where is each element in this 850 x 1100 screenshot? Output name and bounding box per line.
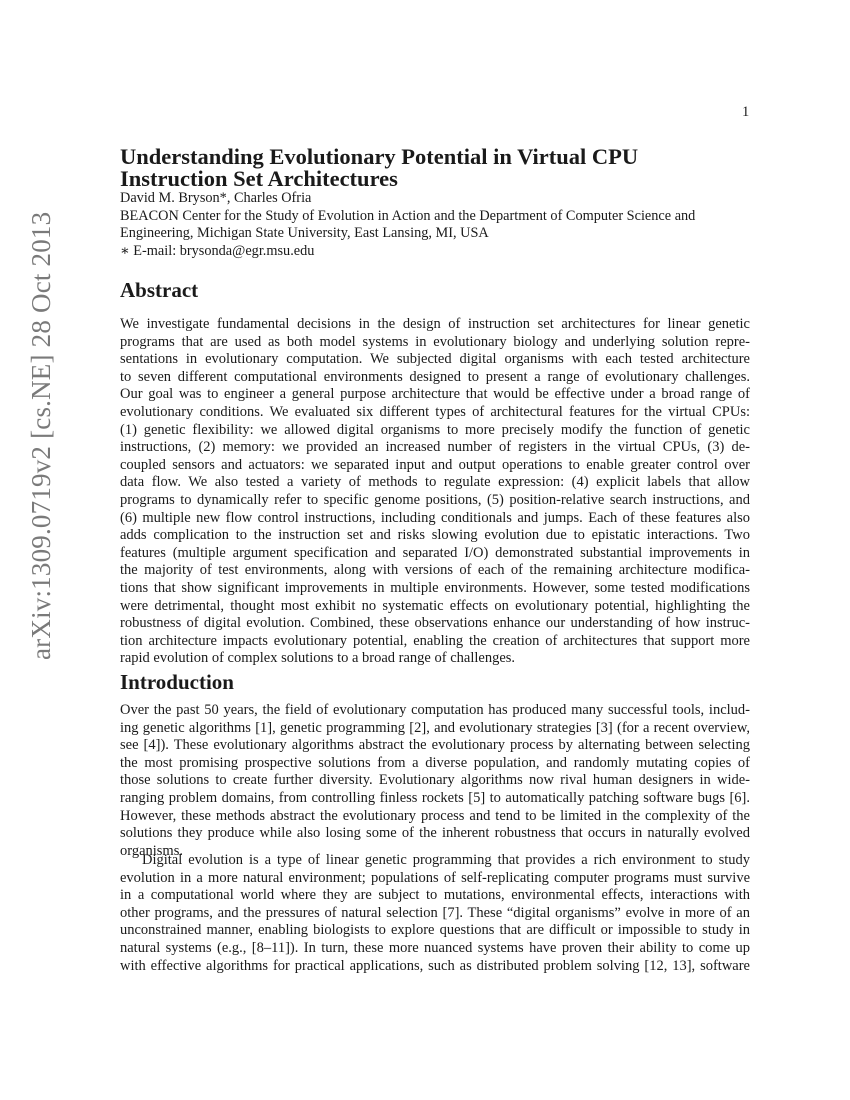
- text-line: programs to dynamically refer to specific genome positions, (5) position-relative search instructions, and: [120, 491, 750, 508]
- text-line: features (multiple argument specification and separated I/O) demonstrated substantial improvements in: [120, 544, 750, 561]
- text-line: in a computational world where they are subject to mutations, environmental effects, interactions with: [120, 887, 750, 904]
- title-line: Instruction Set Architectures: [120, 166, 398, 191]
- text-line: natural systems (e.g., [8–11]). In turn, these more nuanced systems have proven their ability to come up: [120, 939, 750, 956]
- abstract-heading: Abstract: [120, 278, 199, 302]
- abstract-body: [120, 316, 750, 668]
- text-line: evolution in a more natural environment; populations of self-replicating computer programs must survive: [120, 869, 750, 886]
- text-line: robustness of digital evolution. Combined, these observations enhance our understanding of how instruc-: [120, 615, 750, 632]
- text-line: organisms.: [120, 842, 183, 859]
- text-line: Our goal was to engineer a general purpose architecture that would be effective under a broad range of: [120, 386, 750, 403]
- text-line: those solutions to create further diversity. Evolutionary algorithms now rival human designers in wide-: [120, 772, 750, 789]
- text-line: unconstrained manner, enabling biologists to explore questions that are difficult or impossible to study in: [120, 922, 750, 939]
- text-line: ranging problem domains, from controlling finless rockets [5] to automatically patching software bugs [6].: [120, 789, 750, 806]
- text-line: rapid evolution of complex solutions to a broad range of challenges.: [120, 650, 516, 667]
- text-line: to seven different computational environments designed to present a range of evolutionary challenges.: [120, 368, 750, 385]
- text-line: evolutionary conditions. We evaluated six different types of architectural features for the virtual CPUs:: [120, 403, 750, 420]
- text-line: instructions, (2) memory: we provided an increased number of registers in the virtual CPUs, (3) de-: [120, 439, 750, 456]
- text-line: programs that are used as both model systems in evolutionary biology and underlying solution repre-: [120, 333, 750, 350]
- introduction-paragraph-2: [120, 852, 750, 975]
- text-line: the majority of test environments, along with versions of each of the remaining architecture modifica-: [120, 562, 750, 579]
- title-line: Understanding Evolutionary Potential in Virtual CPU: [120, 144, 639, 169]
- text-line: coupled sensors and actuators: we separated input and output operations to enable greater control over: [120, 456, 750, 473]
- text-line: tion architecture impacts evolutionary potential, enabling the creation of architectures that support more: [120, 632, 750, 649]
- text-line: see [4]). These evolutionary algorithms abstract the evolutionary process by alternating between selecting: [120, 737, 750, 754]
- authors: David M. Bryson*, Charles Ofria: [120, 190, 312, 206]
- affiliation-line: Engineering, Michigan State University, East Lansing, MI, USA: [120, 225, 489, 242]
- text-line: tions that show significant improvements in multiple environments. However, some tested modifications: [120, 579, 750, 596]
- text-line: sentations in evolutionary computation. We subjected digital organisms with each tested architecture: [120, 351, 750, 368]
- author-block: [120, 190, 760, 260]
- text-line: However, these methods abstract the evolutionary process and tend to be limited in the complexity of the: [120, 807, 750, 824]
- text-line: solutions they produce while also losing some of the inherent robustness that occurs in naturally evolved: [120, 825, 750, 842]
- text-line: were detrimental, thought most exhibit no systematic effects on evolutionary potential, highlighting the: [120, 597, 750, 614]
- text-line: other programs, and the pressures of natural selection [7]. These “digital organisms” evolve in more of an: [120, 904, 750, 921]
- text-line: the most promising prospective solutions from a diverse population, and randomly mutating copies of: [120, 754, 750, 771]
- introduction-paragraph-1: [120, 702, 750, 860]
- text-line: ing genetic algorithms [1], genetic programming [2], and evolutionary strategies [3] (for a recent overview,: [120, 719, 750, 736]
- text-line: adds complication to the instruction set and risks slowing evolution due to epistatic interactions. Two: [120, 527, 750, 544]
- text-line: (6) multiple new flow control instructions, including conditionals and jumps. Each of these features also: [120, 509, 750, 526]
- paper-title: [120, 146, 760, 190]
- arxiv-stamp: arXiv:1309.0719v2 [cs.NE] 28 Oct 2013: [26, 211, 56, 660]
- affiliation-line: BEACON Center for the Study of Evolution in Action and the Department of Computer Science and: [120, 207, 696, 224]
- email: ∗ E-mail: brysonda@egr.msu.edu: [120, 242, 315, 259]
- page-number: 1: [742, 104, 750, 120]
- text-line: with effective algorithms for practical applications, such as distributed problem solving [12, 13], software: [120, 957, 750, 974]
- text-line: We investigate fundamental decisions in the design of instruction set architectures for linear genetic: [120, 316, 750, 332]
- text-line: (1) genetic flexibility: we allowed digital organisms to more precisely modify the function of genetic: [120, 421, 750, 438]
- text-line: data flow. We also tested a variety of methods to regulate expression: (4) explicit labels that allow: [120, 474, 750, 491]
- text-line: Over the past 50 years, the field of evolutionary computation has produced many successful tools, includ-: [120, 702, 750, 718]
- introduction-heading: Introduction: [120, 670, 234, 694]
- text-line: Digital evolution is a type of linear genetic programming that provides a rich environment to study: [142, 852, 750, 868]
